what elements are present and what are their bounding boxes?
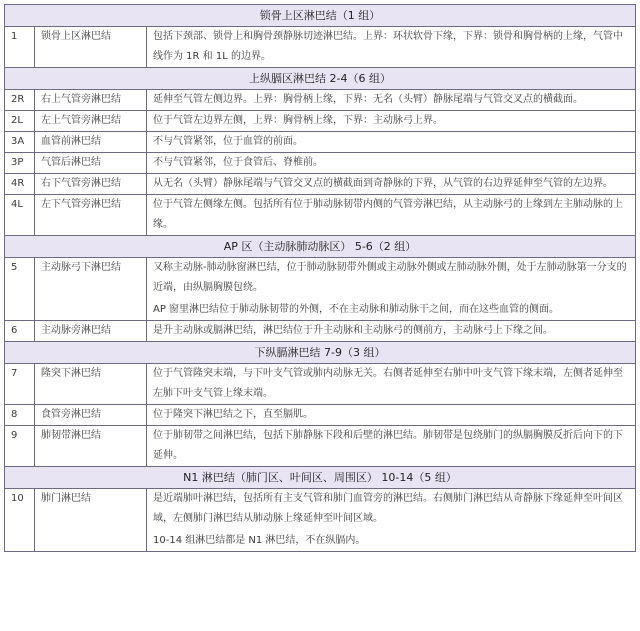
- station-description: [147, 405, 636, 426]
- table-row: [5, 195, 636, 236]
- section-title: AP 区（主动脉肺动脉区） 5-6（2 组）: [5, 236, 636, 258]
- table-row: [5, 426, 636, 467]
- section-header: [5, 5, 636, 27]
- station-number: 3P: [5, 153, 35, 174]
- station-description: [147, 489, 636, 552]
- description-paragraph: 10-14 组淋巴结都是 N1 淋巴结，不在纵膈内。: [153, 535, 366, 546]
- station-description: [147, 153, 636, 174]
- station-name: 右下气管旁淋巴结: [35, 174, 147, 195]
- description-paragraph: 不与气管紧邻，位于食管后、脊椎前。: [153, 157, 323, 168]
- station-name: 肺门淋巴结: [35, 489, 147, 552]
- station-number: 8: [5, 405, 35, 426]
- section-header: [5, 236, 636, 258]
- station-name: 锁骨上区淋巴结: [35, 27, 147, 68]
- table-row: [5, 111, 636, 132]
- description-paragraph: AP 窗里淋巴结位于肺动脉韧带的外侧，不在主动脉和肺动脉干之间，而在这些血管的侧面。: [153, 304, 560, 315]
- section-title: 上纵膈区淋巴结 2-4（6 组）: [5, 68, 636, 90]
- description-paragraph: 不与气管紧邻，位于血管的前面。: [153, 136, 303, 147]
- station-description: [147, 111, 636, 132]
- station-number: 4L: [5, 195, 35, 236]
- station-number: 6: [5, 321, 35, 342]
- station-number: 3A: [5, 132, 35, 153]
- station-number: 9: [5, 426, 35, 467]
- section-title: 下纵膈淋巴结 7-9（3 组）: [5, 342, 636, 364]
- description-paragraph: 位于肺韧带之间淋巴结，包括下肺静脉下段和后壁的淋巴结。肺韧带是包绕肺门的纵膈胸膜反折后向下的下延伸。: [153, 430, 623, 461]
- section-title: N1 淋巴结（肺门区、叶间区、周围区） 10-14（5 组）: [5, 467, 636, 489]
- station-number: 1: [5, 27, 35, 68]
- station-number: 5: [5, 258, 35, 321]
- station-name: 食管旁淋巴结: [35, 405, 147, 426]
- description-paragraph: 包括下颈部、锁骨上和胸骨颈静脉切迹淋巴结。上界：环状软骨下缘，下界：锁骨和胸骨柄的上缘，气管中线作为 1R 和 1L 的边界。: [153, 31, 623, 62]
- section-header: [5, 68, 636, 90]
- table-row: [5, 174, 636, 195]
- station-description: [147, 426, 636, 467]
- table-row: [5, 405, 636, 426]
- station-number: 7: [5, 364, 35, 405]
- station-description: [147, 174, 636, 195]
- station-description: [147, 195, 636, 236]
- description-paragraph: 是近端肺叶淋巴结，包括所有主支气管和肺门血管旁的淋巴结。右侧肺门淋巴结从奇静脉下缘延伸至叶间区域，左侧肺门淋巴结从肺动脉上缘延伸至叶间区域。: [153, 493, 623, 524]
- station-name: 气管后淋巴结: [35, 153, 147, 174]
- description-paragraph: 位于隆突下淋巴结之下，直至膈肌。: [153, 409, 313, 420]
- section-title: 锁骨上区淋巴结（1 组）: [5, 5, 636, 27]
- lymph-node-table: [4, 4, 636, 552]
- table-row: [5, 364, 636, 405]
- table-row: [5, 258, 636, 321]
- station-description: [147, 132, 636, 153]
- table-row: [5, 90, 636, 111]
- station-description: [147, 27, 636, 68]
- description-paragraph: 位于气管隆突末端，与下叶支气管或肺内动脉无关。右侧者延伸至右肺中叶支气管下缘末端，左侧者延伸至左肺下叶支气管上缘末端。: [153, 368, 623, 399]
- description-paragraph: 位于气管左边界左侧，上界：胸骨柄上缘，下界：主动脉弓上界。: [153, 115, 443, 126]
- station-name: 右上气管旁淋巴结: [35, 90, 147, 111]
- table-row: [5, 132, 636, 153]
- table-row: [5, 321, 636, 342]
- station-name: 左上气管旁淋巴结: [35, 111, 147, 132]
- station-name: 隆突下淋巴结: [35, 364, 147, 405]
- table-row: [5, 27, 636, 68]
- station-number: 10: [5, 489, 35, 552]
- table-row: [5, 489, 636, 552]
- station-name: 主动脉旁淋巴结: [35, 321, 147, 342]
- station-description: [147, 321, 636, 342]
- description-paragraph: 位于气管左侧缘左侧。包括所有位于肺动脉韧带内侧的气管旁淋巴结，从主动脉弓的上缘到左主肺动脉的上缘。: [153, 199, 623, 230]
- description-paragraph: 从无名（头臂）静脉尾端与气管交叉点的横截面到奇静脉的下界，从气管的右边界延伸至气管的左边界。: [153, 178, 613, 189]
- description-paragraph: 是升主动脉或膈淋巴结，淋巴结位于升主动脉和主动脉弓的侧前方，主动脉弓上下缘之间。: [153, 325, 553, 336]
- station-number: 4R: [5, 174, 35, 195]
- station-description: [147, 258, 636, 321]
- table-row: [5, 153, 636, 174]
- station-number: 2L: [5, 111, 35, 132]
- description-paragraph: 又称主动脉-肺动脉窗淋巴结，位于肺动脉韧带外侧或主动脉外侧或左肺动脉外侧，处于左肺动脉第一分支的近端，由纵膈胸膜包绕。: [153, 262, 627, 293]
- station-description: [147, 90, 636, 111]
- section-header: [5, 467, 636, 489]
- section-header: [5, 342, 636, 364]
- station-name: 肺韧带淋巴结: [35, 426, 147, 467]
- station-name: 左下气管旁淋巴结: [35, 195, 147, 236]
- description-paragraph: 延伸至气管左侧边界。上界：胸骨柄上缘，下界：无名（头臂）静脉尾端与气管交叉点的横截面。: [153, 94, 583, 105]
- station-description: [147, 364, 636, 405]
- station-name: 血管前淋巴结: [35, 132, 147, 153]
- station-name: 主动脉弓下淋巴结: [35, 258, 147, 321]
- station-number: 2R: [5, 90, 35, 111]
